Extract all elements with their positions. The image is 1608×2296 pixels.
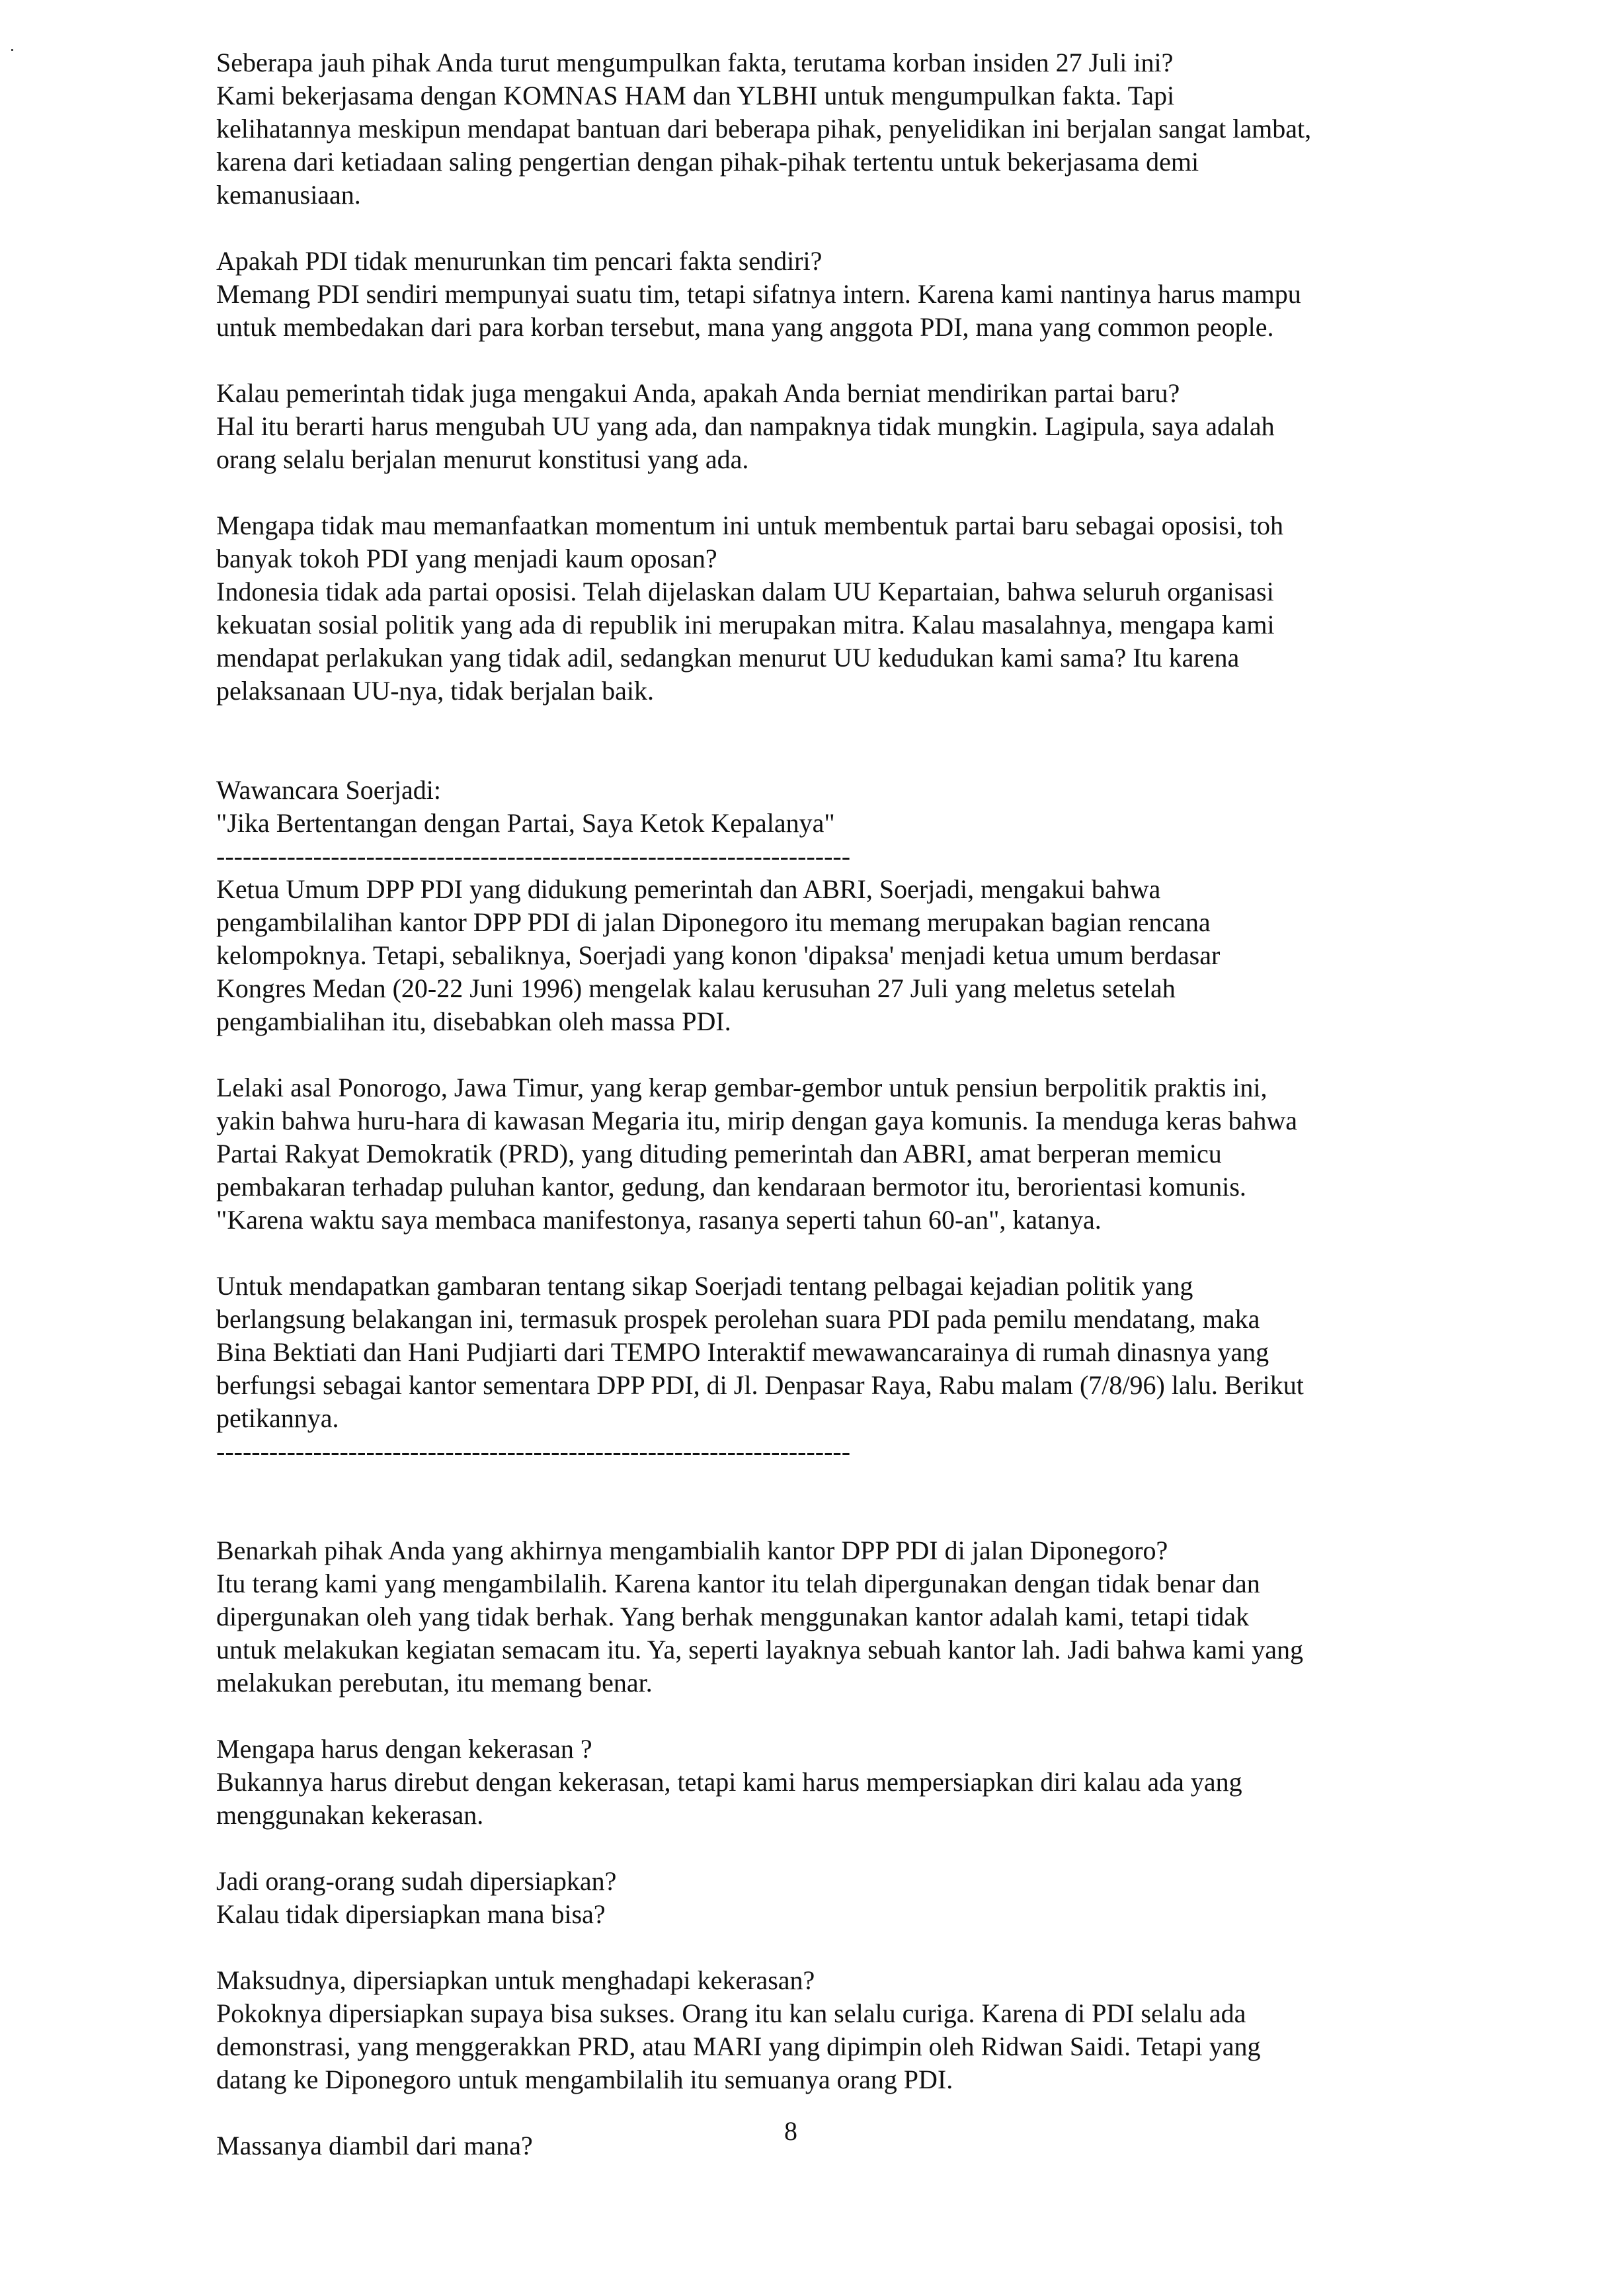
interview-label: Wawancara Soerjadi: — [216, 775, 441, 805]
question-line: Maksudnya, dipersiapkan untuk menghadapi kekerasan? — [216, 1965, 815, 1995]
qa-block-new-party — [216, 377, 1406, 476]
answer-line: Bukannya harus direbut dengan kekerasan, tetapi kami harus mempersiapkan diri kalau ada yang — [216, 1767, 1242, 1797]
answer-line: Kalau tidak dipersiapkan mana bisa? — [216, 1899, 606, 1929]
qa-block-opposition — [216, 509, 1406, 708]
answer-line: mendapat perlakukan yang tidak adil, sedangkan menurut UU kedudukan kami sama? Itu karena — [216, 643, 1240, 673]
paragraph-line: Partai Rakyat Demokratik (PRD), yang dituding pemerintah dan ABRI, amat berperan memicu — [216, 1139, 1222, 1168]
answer-line: untuk melakukan kegiatan semacam itu. Ya, seperti layaknya sebuah kantor lah. Jadi bahwa kami yang — [216, 1635, 1303, 1664]
intro-paragraph — [216, 1270, 1406, 1468]
paragraph-line: pengambialihan itu, disebabkan oleh massa PDI. — [216, 1006, 731, 1036]
answer-line: kelihatannya meskipun mendapat bantuan dari beberapa pihak, penyelidikan ini berjalan sangat lambat, — [216, 114, 1312, 144]
answer-line: Pokoknya dipersiapkan supaya bisa sukses. Orang itu kan selalu curiga. Karena di PDI selalu ada — [216, 1998, 1246, 2028]
article-body — [216, 46, 1406, 2162]
question-line: Benarkah pihak Anda yang akhirnya mengambialih kantor DPP PDI di jalan Diponegoro? — [216, 1536, 1168, 1565]
paragraph-line: Ketua Umum DPP PDI yang didukung pemerintah dan ABRI, Soerjadi, mengakui bahwa — [216, 874, 1161, 904]
question-line: Mengapa tidak mau memanfaatkan momentum ini untuk membentuk partai baru sebagai oposisi, toh — [216, 511, 1284, 540]
qa-block-prepared — [216, 1865, 1406, 1931]
paragraph-line: petikannya. — [216, 1403, 339, 1433]
qa-block-fact-finding-team — [216, 245, 1406, 344]
interview-headline: "Jika Bertentangan dengan Partai, Saya Ketok Kepalanya" — [216, 808, 835, 838]
qa-block-violence — [216, 1733, 1406, 1832]
answer-line: demonstrasi, yang menggerakkan PRD, atau MARI yang dipimpin oleh Ridwan Saidi. Tetapi yang — [216, 2031, 1261, 2061]
qa-block-facing-violence — [216, 1964, 1406, 2096]
question-line: Kalau pemerintah tidak juga mengakui Anda, apakah Anda berniat mendirikan partai baru? — [216, 378, 1180, 408]
answer-line: Itu terang kami yang mengambilalih. Karena kantor itu telah dipergunakan dengan tidak benar dan — [216, 1569, 1260, 1598]
paragraph-line: Bina Bektiati dan Hani Pudjiarti dari TEMPO Interaktif mewawancarainya di rumah dinasnya yang — [216, 1337, 1269, 1367]
paragraph-line: pengambilalihan kantor DPP PDI di jalan Diponegoro itu memang merupakan bagian rencana — [216, 907, 1211, 937]
answer-line: dipergunakan oleh yang tidak berhak. Yang berhak menggunakan kantor adalah kami, tetapi tidak — [216, 1602, 1250, 1631]
answer-line: Hal itu berarti harus mengubah UU yang ada, dan nampaknya tidak mungkin. Lagipula, saya adalah — [216, 411, 1275, 441]
answer-line: kekuatan sosial politik yang ada di republik ini merupakan mitra. Kalau masalahnya, mengapa kami — [216, 610, 1275, 639]
answer-line: Indonesia tidak ada partai oposisi. Telah dijelaskan dalam UU Kepartaian, bahwa seluruh organisasi — [216, 577, 1274, 606]
dashed-divider: ------------------------------------------------------------------------ — [216, 841, 851, 871]
page-number: 8 — [784, 2116, 797, 2146]
scan-speck — [11, 49, 13, 51]
dashed-divider: ------------------------------------------------------------------------ — [216, 1436, 851, 1466]
answer-line: untuk membedakan dari para korban tersebut, mana yang anggota PDI, mana yang common people. — [216, 312, 1274, 342]
qa-block-fact-gathering — [216, 46, 1406, 212]
paragraph-line: "Karena waktu saya membaca manifestonya, rasanya seperti tahun 60-an", katanya. — [216, 1205, 1102, 1235]
interview-header — [216, 774, 1406, 873]
paragraph-line: pembakaran terhadap puluhan kantor, gedung, dan kendaraan bermotor itu, berorientasi komunis. — [216, 1172, 1246, 1202]
answer-line: karena dari ketiadaan saling pengertian dengan pihak-pihak tertentu untuk bekerjasama demi — [216, 147, 1199, 177]
question-line: Mengapa harus dengan kekerasan ? — [216, 1734, 592, 1764]
answer-line: Memang PDI sendiri mempunyai suatu tim, tetapi sifatnya intern. Karena kami nantinya harus mampu — [216, 279, 1301, 309]
paragraph-line: berlangsung belakangan ini, termasuk prospek perolehan suara PDI pada pemilu mendatang, maka — [216, 1304, 1260, 1334]
question-line: banyak tokoh PDI yang menjadi kaum oposan? — [216, 544, 717, 573]
qa-block-takeover — [216, 1534, 1406, 1700]
question-line: Apakah PDI tidak menurunkan tim pencari fakta sendiri? — [216, 246, 823, 276]
paragraph-line: Kongres Medan (20-22 Juni 1996) mengelak kalau kerusuhan 27 Juli yang meletus setelah — [216, 973, 1176, 1003]
intro-paragraph — [216, 1071, 1406, 1237]
question-line: Jadi orang-orang sudah dipersiapkan? — [216, 1866, 617, 1896]
answer-line: datang ke Diponegoro untuk mengambilalih itu semuanya orang PDI. — [216, 2065, 953, 2094]
paragraph-line: kelompoknya. Tetapi, sebaliknya, Soerjadi yang konon 'dipaksa' menjadi ketua umum berdasar — [216, 940, 1221, 970]
question-line: Massanya diambil dari mana? — [216, 2131, 533, 2160]
answer-line: kemanusiaan. — [216, 180, 361, 210]
answer-line: melakukan perebutan, itu memang benar. — [216, 1668, 653, 1698]
question-line: Seberapa jauh pihak Anda turut mengumpulkan fakta, terutama korban insiden 27 Juli ini? — [216, 48, 1174, 77]
paragraph-line: yakin bahwa huru-hara di kawasan Megaria itu, mirip dengan gaya komunis. Ia menduga keras bahwa — [216, 1106, 1297, 1135]
answer-line: orang selalu berjalan menurut konstitusi yang ada. — [216, 444, 749, 474]
answer-line: menggunakan kekerasan. — [216, 1800, 484, 1830]
intro-paragraph — [216, 873, 1406, 1038]
paragraph-line: berfungsi sebagai kantor sementara DPP PDI, di Jl. Denpasar Raya, Rabu malam (7/8/96) lalu. Berikut — [216, 1370, 1304, 1400]
answer-line: Kami bekerjasama dengan KOMNAS HAM dan YLBHI untuk mengumpulkan fakta. Tapi — [216, 81, 1175, 110]
paragraph-line: Lelaki asal Ponorogo, Jawa Timur, yang kerap gembar-gembor untuk pensiun berpolitik praktis ini, — [216, 1073, 1267, 1102]
paragraph-line: Untuk mendapatkan gambaran tentang sikap Soerjadi tentang pelbagai kejadian politik yang — [216, 1271, 1193, 1301]
answer-line: pelaksanaan UU-nya, tidak berjalan baik. — [216, 676, 654, 706]
qa-block-mass-origin — [216, 2129, 1406, 2162]
